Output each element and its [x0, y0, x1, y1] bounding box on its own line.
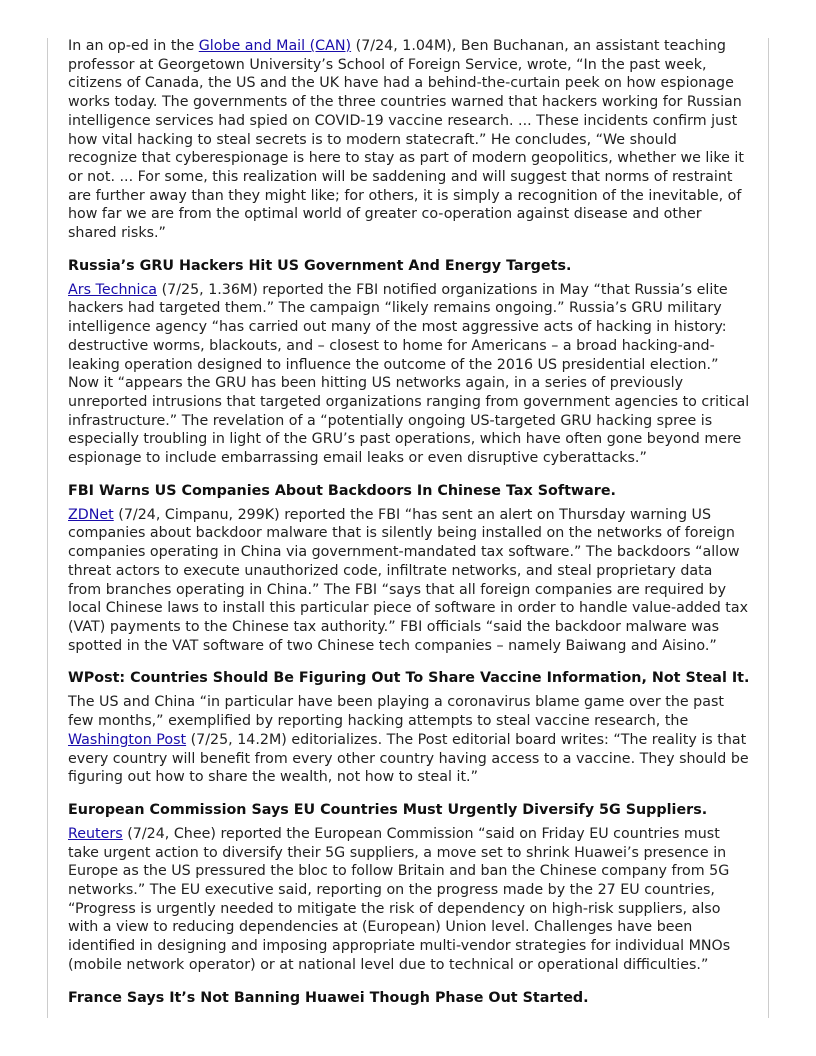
article-body-washington-post — [68, 693, 750, 787]
article-text: (7/24, 1.04M), Ben Buchanan, an assistant teaching professor at Georgetown University’s School of Foreign Service, wrote, “In the past week, citizens of Canada, the US and the UK have had a behind-the-curtain peek on how espionage works today. The governments of the three countries warned that hackers working for Russian intelligence services had spied on COVID-19 vaccine research. ... These incidents confirm just how vital hacking to steal secrets is to modern statecraft.” He concludes, “We should recognize that cyberespionage is here to stay as part of modern geopolitics, whether we like it or not. ... For some, this realization will be saddening and will suggest that norms of restraint are further away than they might like; for others, it is simply a recognition of the inevitable, of how far we are from the optimal world of greater co-operation against disease and other shared risks.” — [68, 38, 744, 242]
article-text: (7/25, 1.36M) reported the FBI notified organizations in May “that Russia’s elite hackers had targeted them.” The campaign “likely remains ongoing.” Russia’s GRU military intelligence agency “has carried out many of the most aggressive acts of hacking in history: destructive worms, blackouts, and – closest to home for Americans – a broad hacking-and-leaking operation designed to influence the outcome of the 2016 US presidential election.” Now it “appears the GRU has been hitting US networks again, in a series of previously unreported intrusions that targeted organizations ranging from government agencies to critical infrastructure.” The revelation of a “potentially ongoing US-targeted GRU hacking spree is especially troubling in light of the GRU’s past operations, which have often gone beyond mere espionage to include embarrassing email leaks or even disruptive cyberattacks.” — [68, 281, 750, 467]
headline-france-huawei: France Says It’s Not Banning Huawei Though Phase Out Started. — [68, 989, 589, 1006]
source-link-zdnet[interactable]: ZDNet — [68, 506, 114, 523]
headline-fbi-backdoors: FBI Warns US Companies About Backdoors In Chinese Tax Software. — [68, 482, 616, 499]
article-body-globe-and-mail — [68, 37, 750, 243]
headline-gru-hackers: Russia’s GRU Hackers Hit US Government And Energy Targets. — [68, 257, 572, 274]
article-text-lead: In an op-ed in the — [68, 38, 199, 54]
source-link-globe-and-mail[interactable]: Globe and Mail (CAN) — [198, 38, 352, 54]
article-body-reuters — [68, 825, 750, 975]
article-text-lead: The US and China “in particular have been playing a coronavirus blame game over the past few months,” exemplified by reporting hacking attempts to steal vaccine research, the — [68, 694, 724, 730]
article-text: (7/24, Cimpanu, 299K) reported the FBI “has sent an alert on Thursday warning US companies about backdoor malware that is silently being installed on the networks of foreign companies operating in China via government-mandated tax software.” The backdoors “allow threat actors to execute unauthorized code, infiltrate networks, and steal proprietary data from branches operating in China.” The FBI “says that all foreign companies are required by local Chinese laws to install this particular piece of software in order to handle value-added tax (VAT) payments to the Chinese tax authority.” FBI officials “said the backdoor malware was spotted in the VAT software of two Chinese tech companies – namely Baiwang and Aisino.” — [68, 506, 749, 654]
headline-eu-5g: European Commission Says EU Countries Must Urgently Diversify 5G Suppliers. — [68, 801, 708, 818]
headline-wpost-vaccine: WPost: Countries Should Be Figuring Out To Share Vaccine Information, Not Steal It. — [68, 670, 750, 687]
article-body-zdnet — [68, 506, 750, 656]
left-margin-rule — [47, 38, 48, 1018]
newsletter-page — [68, 37, 750, 1013]
source-link-reuters[interactable]: Reuters — [68, 825, 123, 842]
article-text: (7/24, Chee) reported the European Commission “said on Friday EU countries must take urgent action to diversify their 5G suppliers, a move set to shrink Huawei’s presence in Europe as the US pressured the bloc to follow Britain and ban the Chinese company from 5G networks.” The EU executive said, reporting on the progress made by the 27 EU countries, “Progress is urgently needed to mitigate the risk of dependency on high-risk suppliers, also with a view to reducing dependencies at (European) Union level. Challenges have been identified in designing and imposing appropriate multi-vendor strategies for individual MNOs (mobile network operator) or at national level due to technical or operational difficulties.” — [68, 825, 731, 973]
right-margin-rule — [768, 38, 769, 1018]
article-body-ars-technica — [68, 281, 750, 468]
article-text: (7/25, 14.2M) editorializes. The Post editorial board writes: “The reality is that every country will benefit from every other country having access to a vaccine. They should be figuring out how to share the wealth, not how to steal it.” — [68, 731, 749, 786]
source-link-washington-post[interactable]: Washington Post — [68, 731, 187, 748]
source-link-ars-technica[interactable]: Ars Technica — [68, 281, 158, 298]
